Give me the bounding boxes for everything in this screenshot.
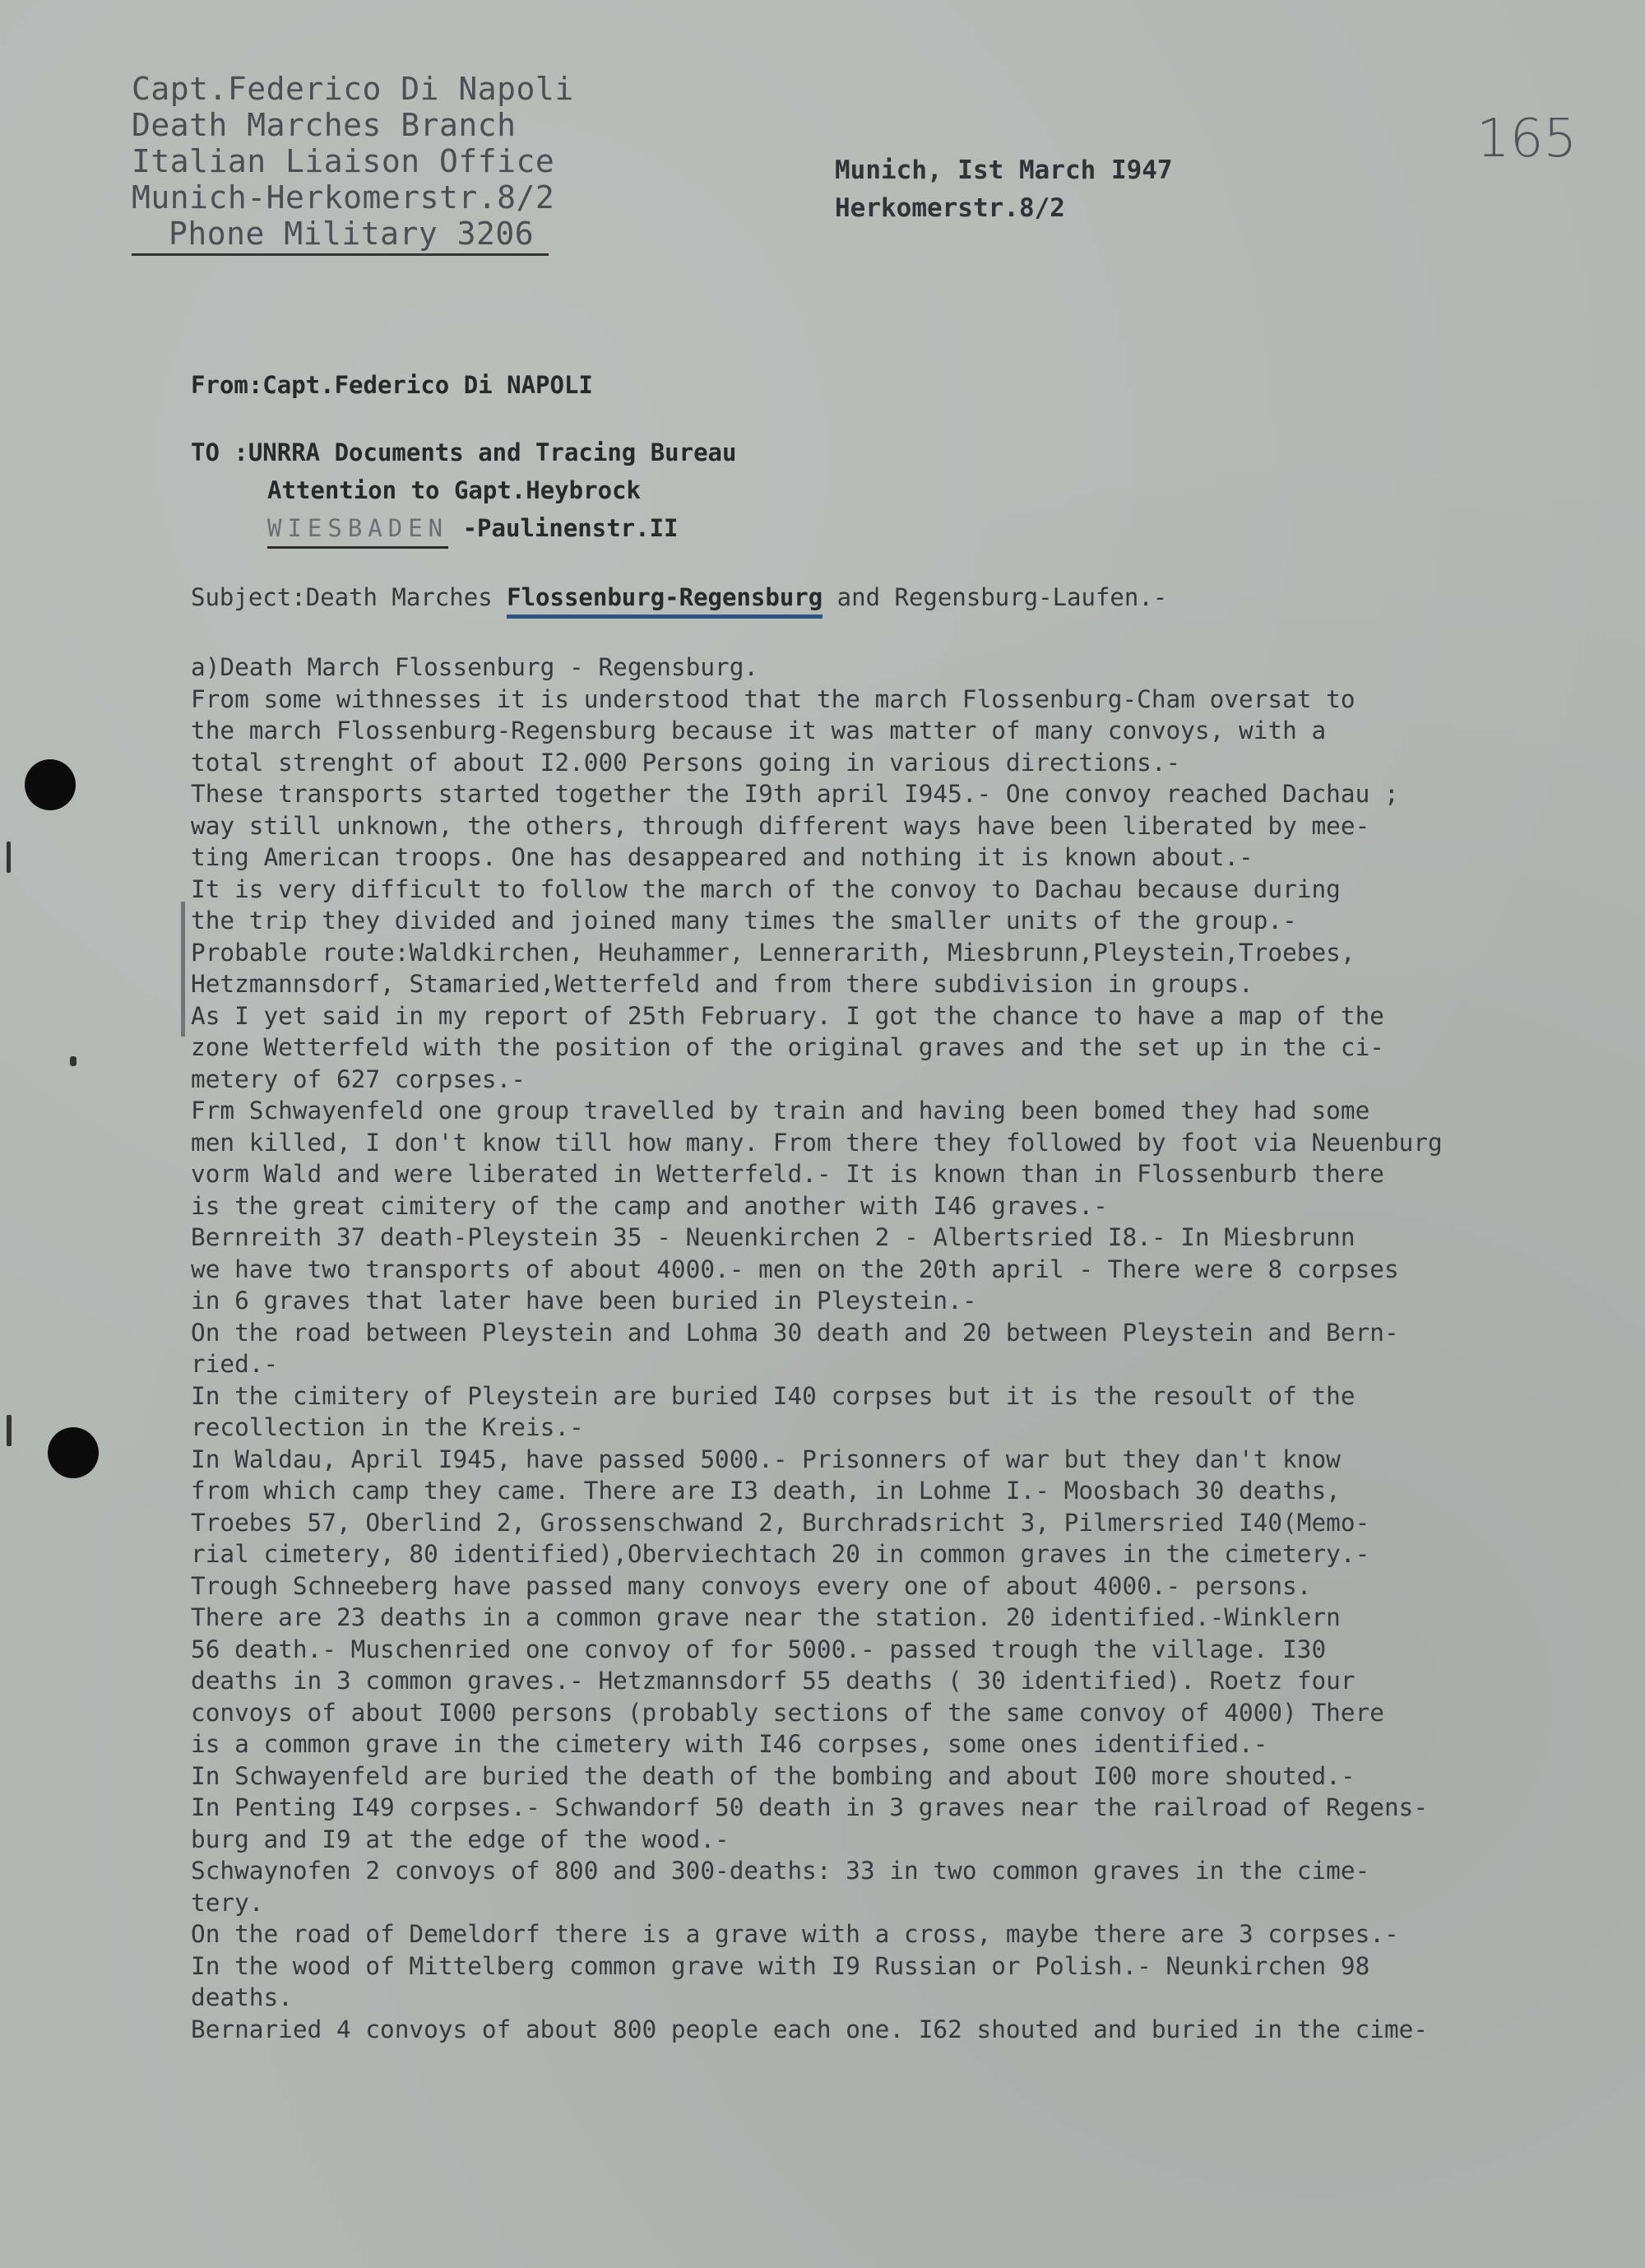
margin-bracket [181,902,185,1037]
body-line: On the road of Demeldorf there is a grave with a cross, maybe there are 3 corpses.- [191,1920,1399,1948]
recipient-street: -Paulinenstr.II [448,514,679,542]
to-line: TO :UNRRA Documents and Tracing Bureau [191,438,737,466]
sender-line: Italian Liaison Office [132,143,555,179]
body-line: convoys of about I000 persons (probably sections of the same convoy of 4000) There [191,1698,1384,1727]
sender-line: Munich-Herkomerstr.8/2 [132,179,555,216]
body-line: deaths. [191,1983,293,2011]
body-line: Bernaried 4 convoys of about 800 people each one. I62 shouted and buried in the cime- [191,2015,1429,2043]
body-line: total strenght of about I2.000 Persons going in various directions.- [191,748,1181,777]
document-body [191,652,1645,2045]
body-line: recollection in the Kreis.- [191,1413,584,1441]
body-line: men killed, I don't know till how many. From there they followed by foot via Neuenburg [191,1128,1443,1157]
ink-mark [70,1056,76,1066]
body-line: In Schwayenfeld are buried the death of the bombing and about I00 more shouted.- [191,1761,1355,1790]
sender-line: Death Marches Branch [132,107,517,143]
body-line: In Waldau, April I945, have passed 5000.- Prisonners of war but they dan't know [191,1445,1341,1473]
address-line: Herkomerstr.8/2 [835,193,1065,223]
body-line: In the cimitery of Pleystein are buried I40 corpses but it is the resoult of the [191,1381,1355,1410]
sender-line: Capt.Federico Di Napoli [132,71,574,107]
body-line: deaths in 3 common graves.- Hetzmannsdorf 55 deaths ( 30 identified). Roetz four [191,1667,1355,1695]
sender-block [132,71,574,256]
body-line: Hetzmannsdorf, Stamaried,Wetterfeld and from there subdivision in groups. [191,970,1253,998]
body-line: 56 death.- Muschenried one convoy of for 5000.- passed trough the village. I30 [191,1635,1327,1663]
body-line: Probable route:Waldkirchen, Heuhammer, Lennerarith, Miesbrunn,Pleystein,Troebes, [191,938,1355,967]
body-line: In the wood of Mittelberg common grave with I9 Russian or Polish.- Neunkirchen 98 [191,1951,1370,1980]
body-line: ried.- [191,1350,279,1378]
body-line: Frm Schwayenfeld one group travelled by train and having been bomed they had some [191,1097,1370,1125]
body-line: ting American troops. One has desappeared and nothing it is known about.- [191,843,1253,871]
ink-mark [7,1415,12,1446]
body-line: a)Death March Flossenburg - Regensburg. [191,653,759,681]
body-line: Bernreith 37 death-Pleystein 35 - Neuenkirchen 2 - Albertsried I8.- In Miesbrunn [191,1223,1355,1251]
body-line: There are 23 deaths in a common grave near the station. 20 identified.-Winklern [191,1603,1341,1631]
body-line: from which camp they came. There are I3 death, in Lohme I.- Moosbach 30 deaths, [191,1477,1341,1505]
body-line: in 6 graves that later have been buried in Pleystein.- [191,1287,977,1315]
from-line: From:Capt.Federico Di NAPOLI [191,371,593,399]
body-line: zone Wetterfeld with the position of the original graves and the set up in the ci- [191,1033,1384,1061]
attention-line: Attention to Gapt.Heybrock [267,476,641,504]
body-line: Troebes 57, Oberlind 2, Grossenschwand 2, Burchradsricht 3, Pilmersried I40(Memo- [191,1508,1370,1537]
date-block [835,151,1173,227]
ink-mark [7,842,11,873]
date-line: Munich, Ist March I947 [835,155,1173,185]
sender-phone: Phone Military 3206 [132,216,549,256]
body-line: As I yet said in my report of 25th February. I got the chance to have a map of the [191,1001,1384,1030]
body-line: It is very difficult to follow the march of the convoy to Dachau because during [191,874,1341,903]
body-line: is a common grave in the cimetery with I46 corpses, some ones identified.- [191,1730,1268,1758]
body-line: rial cimetery, 80 identified),Oberviechtach 20 in common graves in the cimetery.- [191,1540,1370,1568]
body-line: Schwaynofen 2 convoys of 800 and 300-deaths: 33 in two common graves in the cime- [191,1857,1370,1885]
body-line: In Penting I49 corpses.- Schwandorf 50 death in 3 graves near the railroad of Regens- [191,1793,1429,1821]
recipient-city-line [267,512,679,549]
body-line: From some withnesses it is understood that the march Flossenburg-Cham oversat to [191,684,1355,713]
recipient-city: WIESBADEN [267,512,448,549]
subject-line: Subject:Death Marches Flossenburg-Regensburg and Regensburg-Laufen.- [191,581,1167,619]
body-line: metery of 627 corpses.- [191,1064,526,1093]
body-line: These transports started together the I9th april I945.- One convoy reached Dachau ; [191,780,1399,808]
body-line: the march Flossenburg-Regensburg because it was matter of many convoys, with a [191,717,1327,744]
body-line: way still unknown, the others, through different ways have been liberated by mee- [191,811,1370,840]
punch-hole-top [25,759,76,810]
body-line: Trough Schneeberg have passed many convoys every one of about 4000.- persons. [191,1571,1312,1600]
body-line: On the road between Pleystein and Lohma 30 death and 20 between Pleystein and Bern- [191,1318,1399,1347]
body-line: we have two transports of about 4000.- men on the 20th april - There were 8 corpses [191,1255,1399,1283]
body-line: burg and I9 at the edge of the wood.- [191,1825,730,1853]
body-line: vorm Wald and were liberated in Wetterfeld.- It is known than in Flossenburb there [191,1160,1384,1188]
body-line: tery. [191,1888,264,1917]
body-line: is the great cimitery of the camp and another with I46 graves.- [191,1191,1108,1220]
subject-underlined: Flossenburg-Regensburg [507,581,822,619]
page-number: 165 [1476,109,1578,169]
body-line: the trip they divided and joined many times the smaller units of the group.- [191,907,1297,935]
punch-hole-bottom [48,1427,99,1478]
